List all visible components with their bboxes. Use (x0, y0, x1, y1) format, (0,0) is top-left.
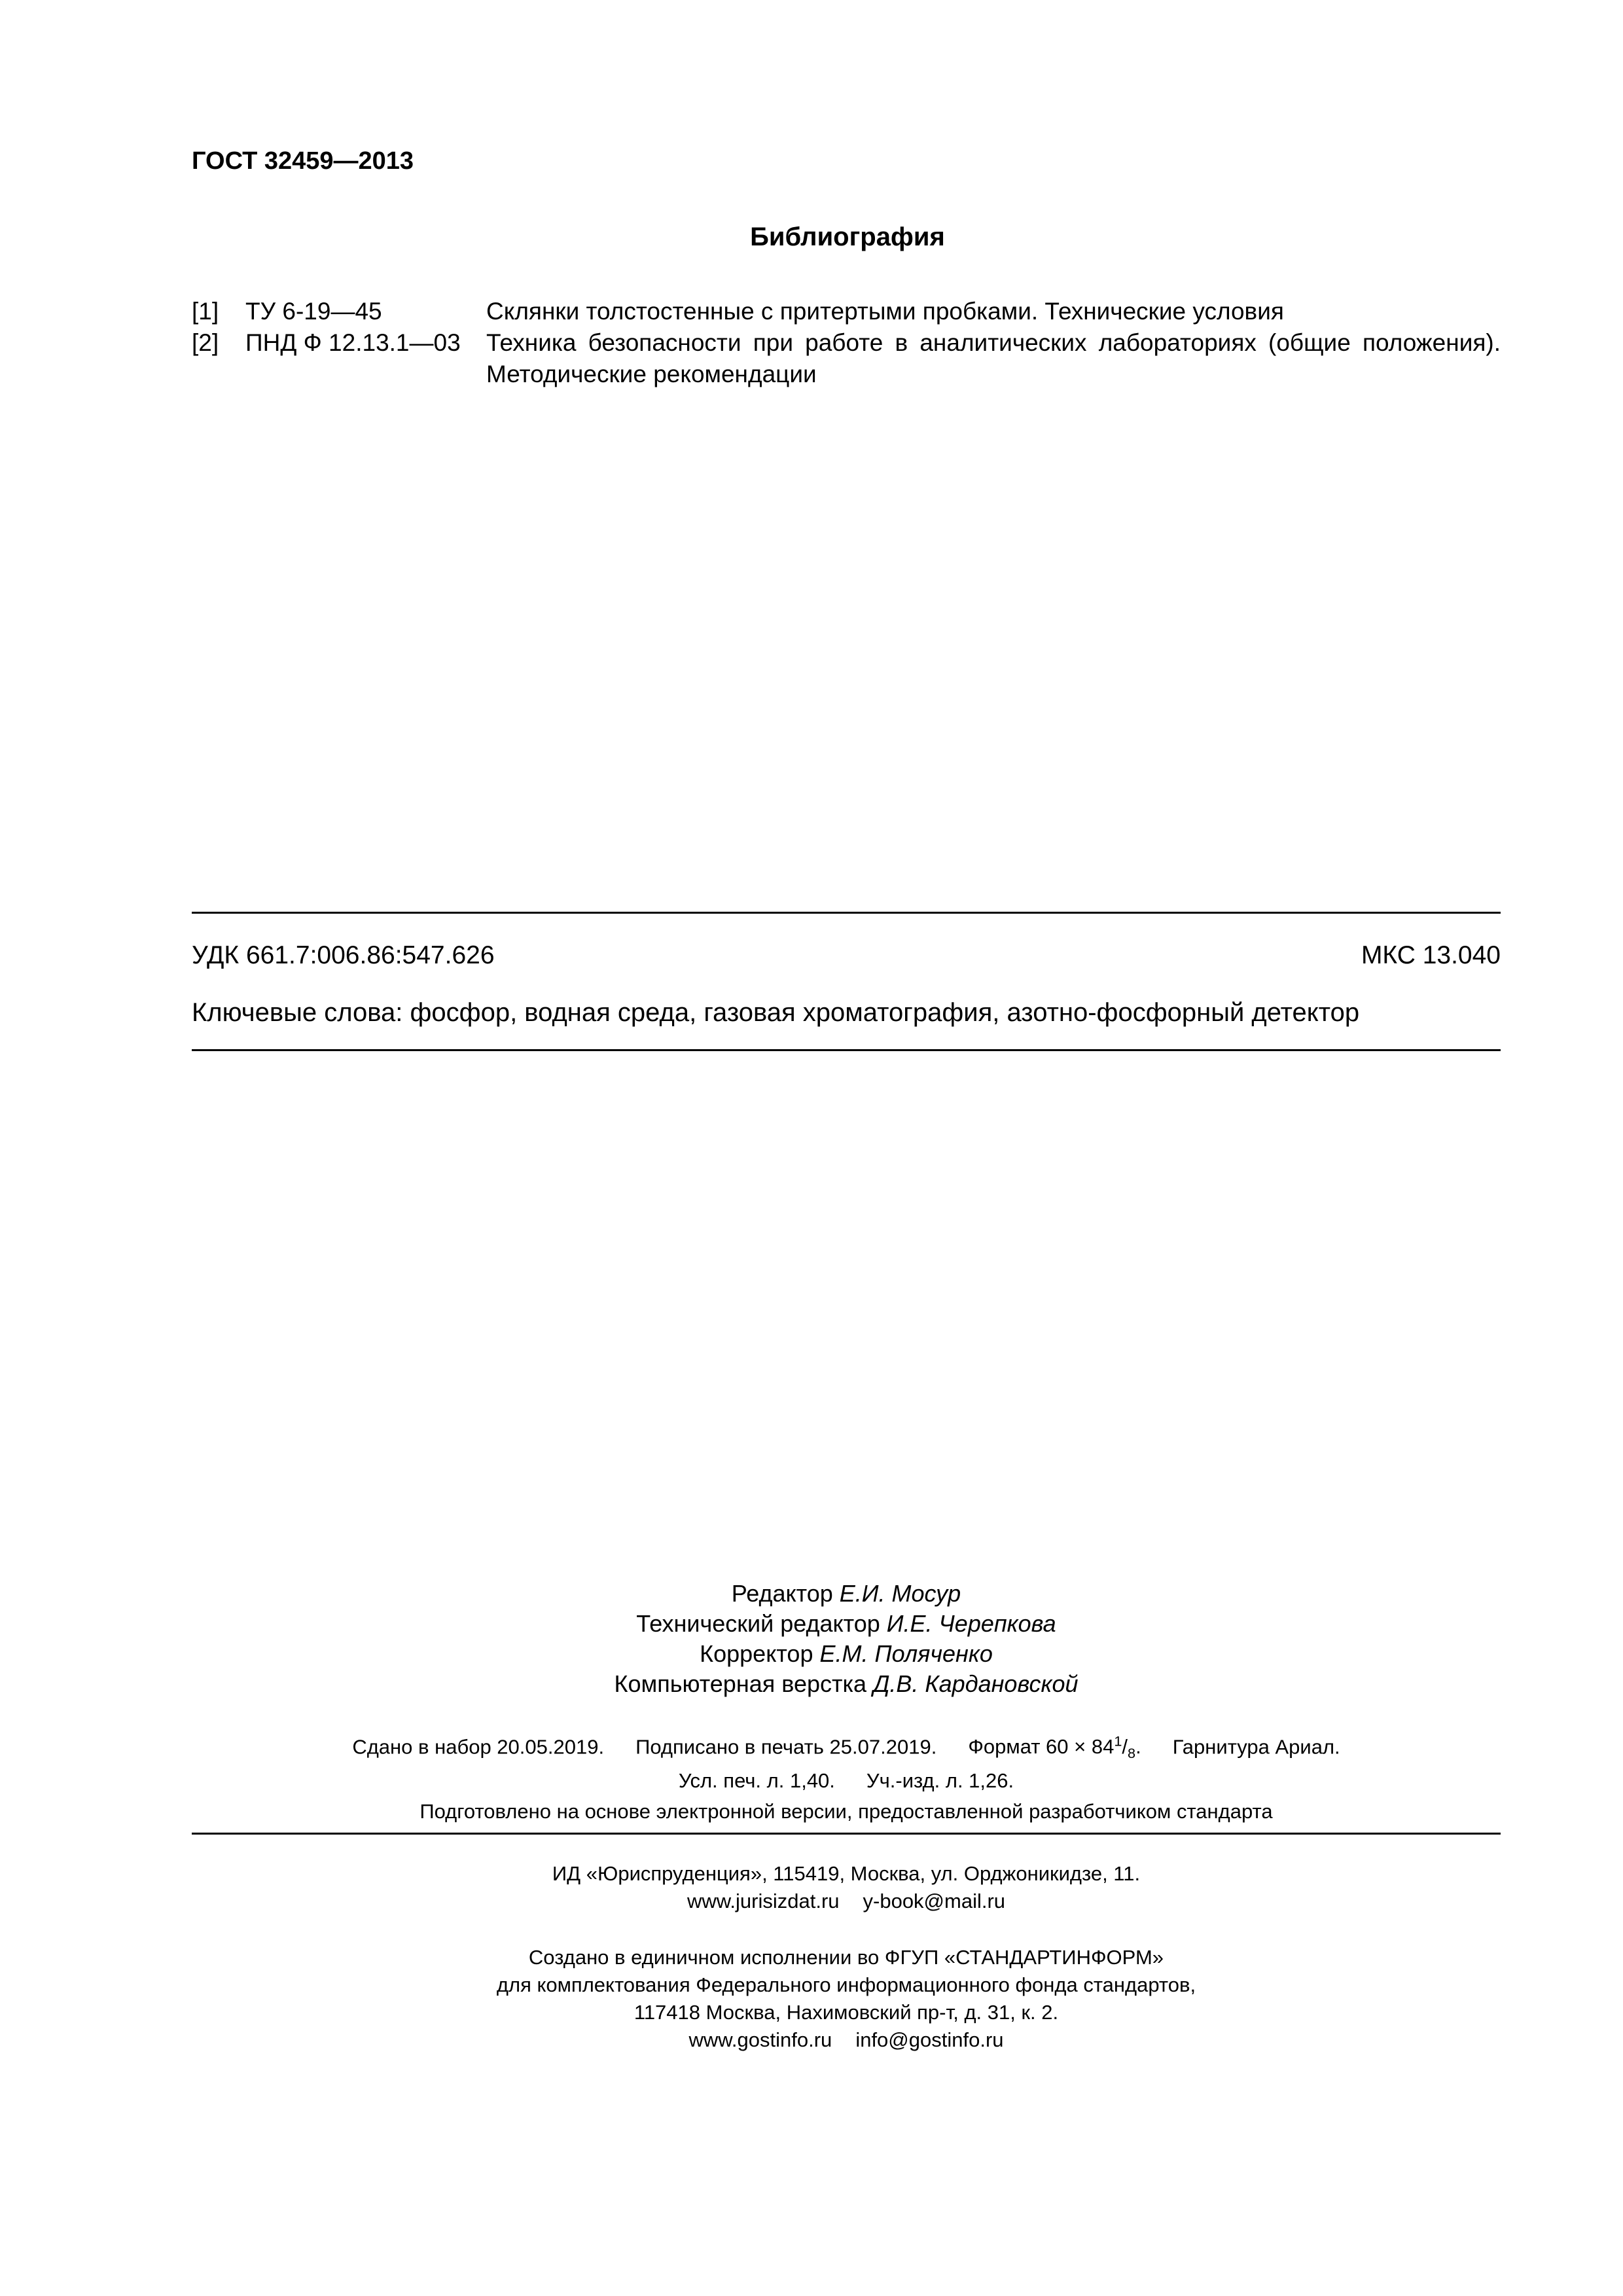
bibliography-title: Библиография (750, 223, 945, 251)
print-info-line-1 (192, 1728, 1501, 1767)
divider-keywords (192, 1049, 1501, 1051)
bibliography-item-code: ТУ 6-19—45 (245, 298, 382, 325)
prepared-note: Подготовлено на основе электронной версии, предоставленной разработчиком стандарта (419, 1800, 1273, 1823)
print-sheets: Усл. печ. л. 1,40. (678, 1768, 835, 1792)
document-code: ГОСТ 32459—2013 (192, 147, 414, 175)
created-email[interactable]: info@gostinfo.ru (855, 2028, 1004, 2051)
credit-layout: Компьютерная верстка Д.В. Кардановской (614, 1670, 1079, 1697)
created-site[interactable]: www.gostinfo.ru (688, 2028, 832, 2051)
bibliography-item-description: Техника безопасности при работе в аналитических лабораториях (общие положения). Методические рекомендации (486, 329, 1501, 387)
typeface: Гарнитура Ариал. (1172, 1735, 1340, 1759)
created-line-1: Создано в единичном исполнении во ФГУП «СТАНДАРТИНФОРМ» (528, 1946, 1164, 1969)
publisher-contacts (192, 1888, 1501, 1915)
bibliography-item-description: Склянки толстостенные с притертыми пробками. Технические условия (486, 298, 1284, 325)
created-line-2: для комплектования Федерального информационного фонда стандартов, (496, 1973, 1196, 1996)
publisher-block (192, 1860, 1501, 1915)
udk-code: УДК 661.7:006.86:547.626 (192, 941, 495, 969)
created-line-3: 117418 Москва, Нахимовский пр-т, д. 31, к. 2. (633, 2001, 1059, 2024)
paper-format: Формат $60 \times 84^1/_8$. (968, 1733, 1141, 1762)
publisher-address: ИД «Юриспруденция», 115419, Москва, ул. Орджоникидзе, 11. (552, 1862, 1141, 1885)
created-block (192, 1944, 1501, 2054)
credit-technical-editor: Технический редактор И.Е. Черепкова (636, 1610, 1056, 1637)
bibliography-item (192, 327, 1501, 390)
bibliography-item (192, 296, 1501, 327)
divider-bottom (192, 1833, 1501, 1835)
bibliography-item-code: ПНД Ф 12.13.1—03 (245, 329, 461, 356)
publisher-email[interactable]: y-book@mail.ru (863, 1890, 1006, 1912)
publisher-sheets: Уч.-изд. л. 1,26. (866, 1768, 1014, 1792)
publisher-site[interactable]: www.jurisizdat.ru (687, 1890, 840, 1912)
bibliography-item-number: [2] (192, 329, 219, 356)
bibliography-item-number: [1] (192, 298, 219, 325)
print-info-line-2 (192, 1767, 1501, 1794)
signed-date: Подписано в печать 25.07.2019. (635, 1735, 937, 1759)
mks-code: МКС 13.040 (1361, 941, 1501, 969)
keywords: Ключевые слова: фосфор, водная среда, газовая хроматография, азотно-фосфорный детектор (192, 998, 1360, 1027)
credits-block (192, 1579, 1501, 1699)
credit-proofreader: Корректор Е.М. Поляченко (700, 1640, 993, 1667)
submitted-date: Сдано в набор 20.05.2019. (352, 1735, 605, 1759)
created-contacts (192, 2026, 1501, 2054)
credit-editor: Редактор Е.И. Мосур (731, 1580, 961, 1607)
divider-top (192, 912, 1501, 914)
print-info (192, 1728, 1501, 1794)
